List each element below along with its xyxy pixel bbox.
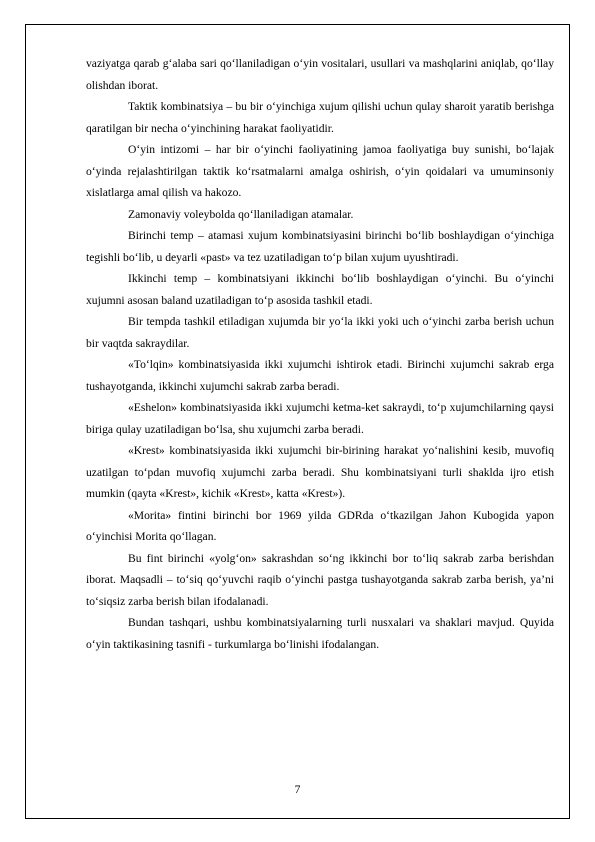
paragraph-morita: «Morita» fintini birinchi bor 1969 yilda GDRda o‘tkazilgan Jahon Kubogida yapon o‘yinchisi Morita qo‘llagan. bbox=[86, 508, 554, 543]
paragraph-bundan-tashqari: Bundan tashqari, ushbu kombinatsiyalarning turli nusxalari va shaklari mavjud. Quyida o‘yin taktikasining tasnifi - turkumlarga bo‘linishi ifodalangan. bbox=[86, 616, 554, 651]
paragraph-continuation: vaziyatga qarab g‘alaba sari qo‘llaniladigan o‘yin vositalari, usullari va mashqlarini aniqlab, qo‘llay olishdan iborat. bbox=[86, 57, 554, 92]
paragraph-oyin-intizomi: O‘yin intizomi – har bir o‘yinchi faoliyatining jamoa faoliyatiga buy sunishi, bo‘lajak o‘yinda rejalashtirilgan taktik ko‘rsatmalarni amalga oshirish, o‘yin qoidalari va umuminsoniy xislatlarga amal qilish va hakozo. bbox=[86, 143, 554, 199]
paragraph-atamalar-heading: Zamonaviy voleybolda qo‘llaniladigan atamalar. bbox=[128, 207, 354, 221]
paragraph-birinchi-temp: Birinchi temp – atamasi xujum kombinatsiyasini birinchi bo‘lib boshlaydigan o‘yinchiga tegishli bo‘lib, u deyarli «past» va tez uzatiladigan to‘p bilan xujum uyushtiradi. bbox=[86, 229, 554, 264]
paragraph-tolqin: «To‘lqin» kombinatsiyasida ikki xujumchi ishtirok etadi. Birinchi xujumchi sakrab erga tushayotganda, ikkinchi xujumchi sakrab zarba beradi. bbox=[86, 358, 554, 393]
paragraph-taktik-kombinatsiya: Taktik kombinatsiya – bu bir o‘yinchiga xujum qilishi uchun qulay sharoit yaratib berishga qaratilgan bir necha o‘yinchining harakat faoliyatidir. bbox=[86, 100, 554, 135]
paragraph-fint: Bu fint birinchi «yolg‘on» sakrashdan so‘ng ikkinchi bor to‘liq sakrab zarba berishdan iborat. Maqsadli – to‘siq qo‘yuvchi raqib o‘yinchi pastga tushayotganda sakrab zarba berish, ya’ni to‘siqsiz zarba berish bilan ifodalanadi. bbox=[86, 551, 554, 608]
paragraph-bir-tempda: Bir tempda tashkil etiladigan xujumda bir yo‘la ikki yoki uch o‘yinchi zarba berish uchun bir vaqtda sakraydilar. bbox=[86, 315, 554, 350]
paragraph-eshelon: «Eshelon» kombinatsiyasida ikki xujumchi ketma-ket sakraydi, to‘p xujumchilarning qaysi biriga qulay uzatiladigan bo‘lsa, shu xujumchi zarba beradi. bbox=[86, 401, 554, 436]
paragraph-krest: «Krest» kombinatsiyasida ikki xujumchi bir-birining harakat yo‘nalishini kesib, muvofiq uzatilgan to‘pdan muvofiq xujumchi zarba beradi. Shu kombinatsiyani turli shaklda ijro etish mumkin (qayta «Krest», kichik «Krest», katta «Krest»). bbox=[86, 444, 554, 500]
page-number: 7 bbox=[294, 783, 301, 796]
paragraph-ikkinchi-temp: Ikkinchi temp – kombinatsiyani ikkinchi bo‘lib boshlaydigan o‘yinchi. Bu o‘yinchi xujumni asosan baland uzatiladigan to‘p asosida tashkil etadi. bbox=[86, 272, 554, 307]
document-body bbox=[86, 53, 554, 655]
